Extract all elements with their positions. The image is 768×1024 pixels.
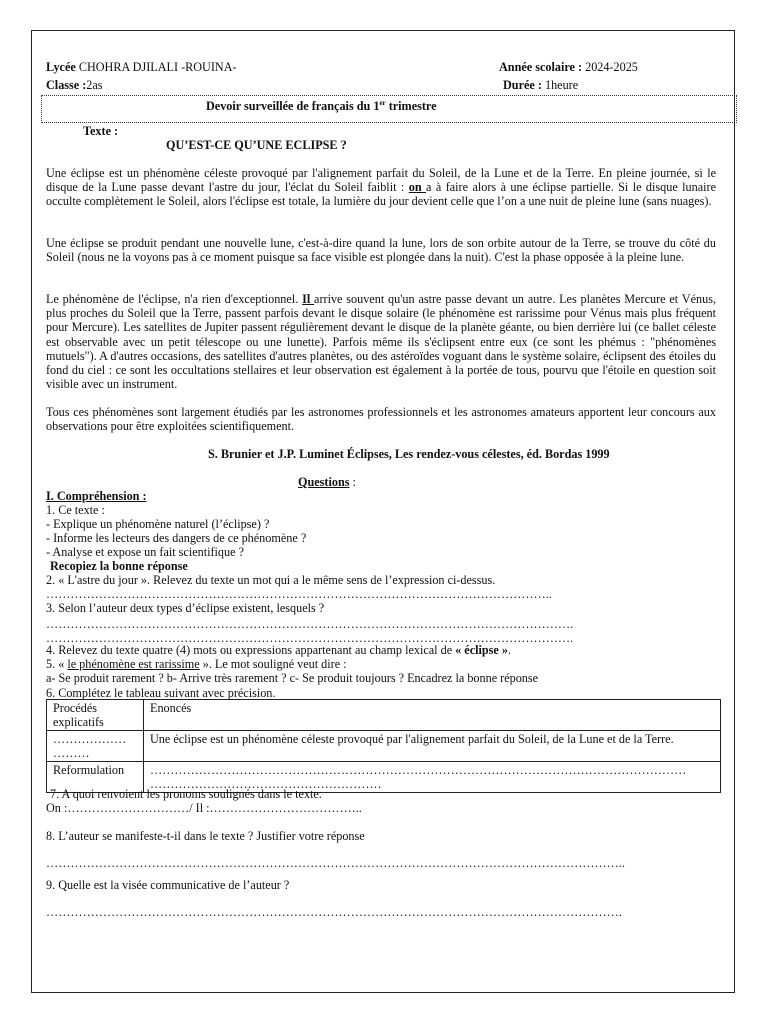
school-line — [46, 60, 237, 74]
section-comprehension-label: I. Compréhension : — [46, 489, 147, 503]
q5-rest: ». Le mot souligné veut dire : — [199, 657, 347, 671]
school-year-line — [499, 60, 638, 74]
question-3: 3. Selon l’auteur deux types d’éclipse existent, lesquels ? — [46, 601, 325, 615]
answer-line-q3-2: …………………………………………………………………………………………………………………. — [46, 631, 574, 645]
q4-text: 4. Relevez du texte quatre (4) mots ou expressions appartenant au champ lexical de — [46, 643, 456, 657]
question-1-option-a: - Explique un phénomène naturel (l’éclipse) ? — [46, 517, 270, 531]
class-line — [46, 78, 103, 92]
question-4 — [46, 643, 511, 657]
lycee-value: CHOHRA DJILALI -ROUINA- — [75, 60, 237, 74]
question-1-option-b: - Informe les lecteurs des dangers de ce phénomène ? — [46, 531, 307, 545]
questions-heading — [298, 475, 356, 489]
question-5 — [46, 657, 347, 671]
pronoun-il: Il — [302, 292, 315, 306]
paragraph-3 — [46, 292, 716, 391]
answer-line-q3-1: …………………………………………………………………………………………………………………. — [46, 617, 574, 631]
explanation-table — [46, 699, 721, 793]
question-6: 6. Complétez le tableau suivant avec précision. — [46, 686, 276, 700]
answer-line-q2: …………………………………………………………………………………………………………….. — [46, 587, 552, 601]
questions-heading-colon: : — [349, 475, 356, 489]
duree-value: 1heure — [541, 78, 579, 92]
question-1: 1. Ce texte : — [46, 503, 105, 517]
table-header-procedes: Procédés explicatifs — [47, 700, 144, 731]
text-source: S. Brunier et J.P. Luminet Éclipses, Les rendez-vous célestes, éd. Bordas 1999 — [208, 447, 610, 461]
q4-keyword: « éclipse » — [455, 643, 508, 657]
questions-heading-label: Questions — [298, 475, 350, 489]
text-title: QU’EST-CE QU’UNE ECLIPSE ? — [166, 138, 347, 152]
table-cell-enonce-2[interactable]: …………………………………………………………………………………………………………………… ………………………………………………… — [144, 762, 721, 793]
table-header-enonces: Enoncés — [144, 700, 721, 731]
annee-label: Année scolaire : — [499, 60, 583, 74]
q4-end: . — [507, 643, 512, 657]
duration-line — [503, 78, 578, 92]
texte-label: Texte : — [83, 124, 119, 138]
answer-line-q7: On :…………………………/ Il :……………………………….. — [46, 801, 362, 815]
question-2: 2. « L'astre du jour ». Relevez du texte un mot qui a le même sens de l’expression ci-dessus. — [46, 573, 496, 587]
table-cell-procede-2: Reformulation — [47, 762, 144, 793]
pronoun-on: on — [408, 180, 427, 195]
classe-label: Classe : — [46, 78, 87, 92]
lycee-label: Lycée — [46, 60, 76, 74]
classe-value: 2as — [86, 78, 103, 92]
question-9: 9. Quelle est la visée communicative de l’auteur ? — [46, 878, 290, 892]
exam-title-main: Devoir surveillée de français du 1 — [206, 99, 380, 114]
p3-part-a: Le phénomène de l'éclipse, n'a rien d'exceptionnel. — [46, 292, 303, 306]
answer-line-q9: ……………………………………………………………………………………………………………………………. — [46, 905, 622, 919]
p1-part-a: Une éclipse est un phénomène céleste provoqué par l'alignement parfait du Soleil, de la Lune et de la Terre. En pleine journée, si le disque de la Lune passe devant l'astre du jour, l'éclat du Soleil faiblit : — [46, 166, 716, 195]
exam-title-end: trimestre — [385, 99, 437, 114]
section-comprehension — [46, 489, 147, 503]
exam-title-sup: er — [379, 99, 386, 107]
p3-part-b: arrive souvent qu'un astre passe devant un autre. Les planètes Mercure et Vénus, plus proches du Soleil que la Terre, passent parfois devant le disque solaire (le phénomène est rarissime pour Vénus mais plus fréquent pour Mercure). Les satellites de Jupiter passent régulièrement devant le disque de la planète géante, ou bien derrière lui (ce ballet céleste est observable avec un petit télescope ou une lunette). Parfois même ils s'éclipsent entre eux (ce sont les phémus : "phénomènes mutuels"). A d'autres occasions, des satellites d'autres planètes, ou des astéroïdes voguant dans le système solaire, éclipsent des étoiles du fond du ciel : ce sont les occultations stellaires et leur observation est également à la portée de tous, pourvu que l'étoile en question soit visible avec un instrument. — [46, 292, 716, 392]
paragraph-4: Tous ces phénomènes sont largement étudiés par les astronomes professionnels et les astronomes amateurs apportent leur concours aux observations pour être exploitées scientifiquement. — [46, 405, 716, 434]
table-row — [47, 731, 721, 762]
table-cell-enonce-1: Une éclipse est un phénomène céleste provoqué par l'alignement parfait du Soleil, de la Lune et de la Terre. — [144, 731, 721, 762]
paragraph-2: Une éclipse se produit pendant une nouvelle lune, c'est-à-dire quand la lune, lors de son orbite autour de la Terre, se trouve du côté du Soleil (nous ne la voyons pas à ce moment puisque sa face visible est plongée dans la nuit). C'est la phase opposée à la pleine lune. — [46, 236, 716, 265]
question-5-options: a- Se produit rarement ? b- Arrive très rarement ? c- Se produit toujours ? Encadrez la bonne réponse — [46, 671, 539, 685]
q5-open: 5. « — [46, 657, 68, 671]
p1-part-b: a à faire alors à une éclipse partielle. Si le disque lunaire occulte complètement le Soleil, alors l'éclipse est totale, la lumière du jour devient celle que l’on a une nuit de pleine lune (sans nuages). — [46, 180, 717, 209]
paragraph-1 — [46, 166, 716, 209]
q5-underlined: le phénomène est rarissime — [67, 657, 200, 671]
answer-line-q8: …………………………………………………………………………………………………………………………….. — [46, 856, 625, 870]
recopiez-instruction: Recopiez la bonne réponse — [50, 559, 188, 573]
table-row — [47, 700, 721, 731]
question-8: 8. L’auteur se manifeste-t-il dans le texte ? Justifier votre réponse — [46, 829, 365, 843]
question-1-option-c: - Analyse et expose un fait scientifique ? — [46, 545, 244, 559]
exam-title — [206, 96, 437, 113]
question-7: 7. A quoi renvoient les pronoms soulignés dans le texte. — [50, 787, 322, 801]
annee-value: 2024-2025 — [582, 60, 638, 74]
duree-label: Durée : — [503, 78, 542, 92]
table-cell-procede-1[interactable]: ……………… ……… — [47, 731, 144, 762]
